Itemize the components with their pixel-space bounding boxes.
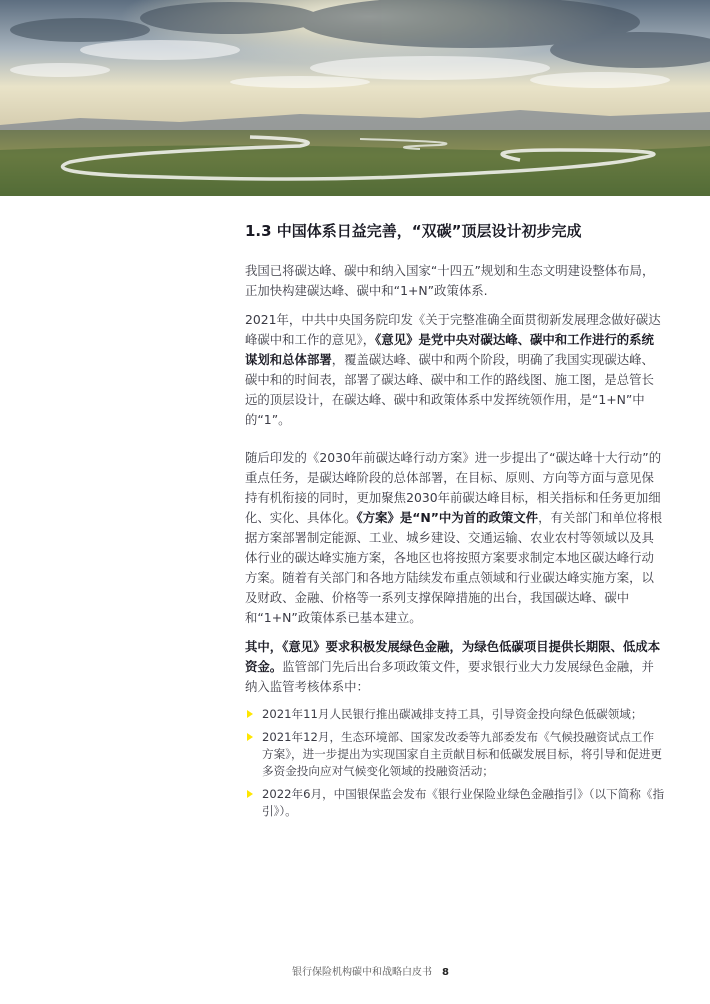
triangle-bullet-icon	[247, 733, 253, 741]
hero-landscape-image	[0, 0, 710, 196]
paragraph-4-bold: 其中，《意见》要求积极发展绿色金融，为绿色低碳项目提供长期限、低成本资金。	[245, 639, 661, 674]
paragraph-3-tail: ，有关部门和单位将根据方案部署制定能源、工业、城乡建设、交通运输、农业农村等领域以及具体行业的碳达峰实施方案，各地区也将按照方案要求制定本地区碳达峰行动方案。随着有关部门和各地方陆续发布重点领域和行业碳达峰实施方案，以及财政、金融、价格等一系列支撑保障措施的出台，我国碳达峰、碳中和“1+N”政策体系已基本建立。	[245, 510, 662, 625]
page-number: 8	[442, 967, 449, 978]
paragraph-4-tail: 监管部门先后出台多项政策文件，要求银行业大力发展绿色金融，并纳入监管考核体系中：	[245, 659, 654, 694]
paragraph-3-bold: 《方案》是“N”中为首的政策文件	[356, 510, 539, 525]
main-content	[245, 218, 665, 826]
paragraph-3	[245, 448, 665, 628]
footer-doc-title: 银行保险机构碳中和战略白皮书	[292, 967, 432, 978]
paragraph-1	[245, 261, 665, 301]
paragraph-1-text: 我国已将碳达峰、碳中和纳入国家“十四五”规划和生态文明建设整体布局，正加快构建碳达峰、碳中和“1+N”政策体系.	[245, 263, 655, 298]
list-item	[245, 706, 665, 723]
triangle-bullet-icon	[247, 710, 253, 718]
paragraph-2-lead: 2021年，中共中央国务院印发《关于完整准确全面贯彻新发展理念做好碳达峰碳中和工作的意见》，	[245, 312, 661, 347]
paragraph-2	[245, 310, 665, 430]
bullet-text: 2021年11月人民银行推出碳减排支持工具，引导资金投向绿色低碳领域；	[262, 707, 643, 721]
paragraph-4	[245, 637, 665, 697]
paragraph-3-lead: 随后印发的《2030年前碳达峰行动方案》进一步提出了“碳达峰十大行动”的重点任务，是碳达峰阶段的总体部署，在目标、原则、方向等方面与意见保持有机衔接的同时，更加聚焦2030年前碳达峰目标，相关指标和任务更加细化、实化、具体化。	[245, 450, 662, 525]
paragraph-2-bold: 《意见》是党中央对碳达峰、碳中和工作进行的系统谋划和总体部署	[245, 332, 654, 367]
paragraph-2-tail: ，覆盖碳达峰、碳中和两个阶段，明确了我国实现碳达峰、碳中和的时间表，部署了碳达峰、碳中和工作的路线图、施工图，是总管长远的顶层设计，在碳达峰、碳中和政策体系中发挥统领作用，是“1+N”中的“1”。	[245, 352, 654, 427]
triangle-bullet-icon	[247, 790, 253, 798]
list-item	[245, 786, 665, 820]
bullet-text: 2021年12月，生态环境部、国家发改委等九部委发布《气候投融资试点工作方案》，进一步提出为实现国家自主贡献目标和低碳发展目标，将引导和促进更多资金投向应对气候变化领域的投融资活动；	[262, 730, 662, 778]
bullet-text: 2022年6月，中国银保监会发布《银行业保险业绿色金融指引》（以下简称《指引》）。	[262, 787, 665, 818]
section-heading: 1.3 中国体系日益完善，“双碳”顶层设计初步完成	[245, 222, 582, 240]
list-item	[245, 729, 665, 780]
page-footer	[292, 963, 449, 978]
policy-bullet-list	[245, 706, 665, 820]
